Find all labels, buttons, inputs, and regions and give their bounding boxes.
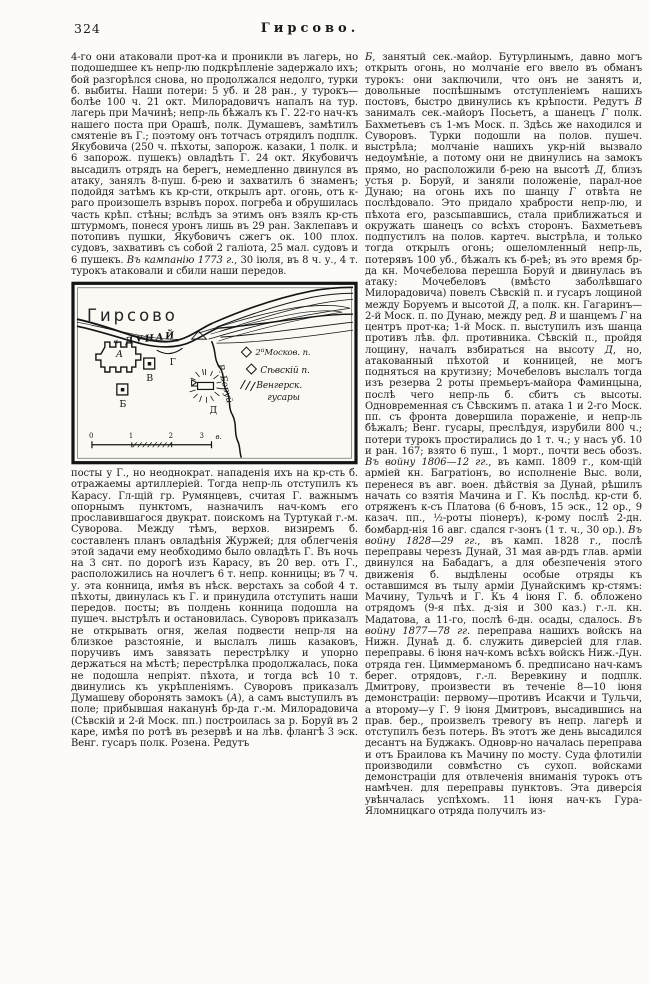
scale-unit-label: в. — [215, 432, 222, 441]
left-column — [71, 52, 358, 817]
unit-label-vengersk-1: Венгерск. — [256, 380, 302, 391]
text-columns — [71, 52, 642, 817]
right-column-text: Б, занятый сек.-майор. Бутурлинымъ, давно могъ открыть огонь, но молчаніе его ввело въ обманъ турокъ: они заключили, что онъ не занятъ и, довольные поспѣшнымъ отступленіемъ нашихъ постовъ, быстро двинулись къ крѣпости. Редутъ В занималъ сек.-майоръ Посьетъ, а шанецъ Г полк. Бахметьевъ съ 1-мъ Моск. п. Здѣсь же находился и Суворовъ. Турки подошли на полов. пушеч. выстрѣла; молчаніе нашихъ укр-ній вызвало недоумѣніе, а потому они не двинулись на замокъ прямо, но расположили б-рею на высотѣ Д, близъ устья р. Боруй, и заняли положеніе, парал-ное Дунаю; на огонь ихъ по шанцу Г отвѣта не послѣдовало. Это придало храбрости непр-лю, и пѣхота его, разсыпавшись, стала приближаться и окружать шанецъ со всѣхъ сторонъ. Бахметьевъ подпустилъ на полов. картеч. выстрѣла, и только тогда открылъ огонь; ошеломленный непр-ль, потерявъ 100 уб., бѣжалъ къ б-реѣ; въ это время бр-да кн. Мочебелова перешла Боруй и двинулась въ атаку: Мочебеловъ (вмѣсто заболѣвшаго Милорадовича) повелъ Сѣвскій п. и гусаръ лощиной между Боруемъ и высотой Д, а полк. кн. Гагаринъ—2-й Моск. п. по Дунаю, между ред. В и шанцемъ Г на центръ прот-ка; 1-й Моск. п. выступилъ изъ шанца противъ лѣв. фл. противника. Сѣвскій п., пройдя лощину, началъ взбираться на высоту Д, но, атакованный пѣхотой и конницей, не могъ подняться на крутизну; Мочебеловъ выслалъ тогда изъ резерва 2 роты премьеръ-майора Фаминцына, послѣ чего непр-ль б. сбитъ съ высоты. Одновременная съ Сѣвскимъ п. атака 1 и 2-го Моск. пп. съ фронта довершила пораженіе, и непр-ль бѣжалъ; Венг. гусары, преслѣдуя, изрубили 800 ч.; потери турокъ простирались до 1 т. ч.; у насъ уб. 10 и ран. 167; взято 6 пуш., 1 морт., почти весь обозъ. Въ войну 1806—12 гг., въ камп. 1809 г., ком-щій арміей кн. Багратіонъ, во исполненіе Выс. воли, перенеся въ авг. воен. дѣйствія за Дунай, рѣшилъ начать со взятія Мачина и Г. Къ послѣд. кр-сти б. отряженъ к-съ Платова (6 б-новъ, 15 эск., 12 ор., 9 казач. пп., ½-роты піонеръ), к-рому послѣ 2-дн. бомбард-нія 16 авг. сдался г-зонъ (1 т. ч., 30 ор.). Въ войну 1828—29 гг., въ камп. 1828 г., послѣ переправы черезъ Дунай, 31 мая ав-рдъ глав. арміи двинулся на Бабадагъ, а для обезпеченія этого движенія б. выдѣлены особые отряды къ оставшимся въ тылу арміи Дунайскимъ кр-стямъ: Мачину, Тульчѣ и Г. Къ 4 іюня Г. б. обложено отрядомъ (9-я пѣх. д-зія и 300 каз.) г.-л. кн. Мадатова, а 11-го, послѣ 6-дн. осады, сдалось. Въ войну 1877—78 гг. переправа нашихъ войскъ на Нижн. Дунаѣ д. б. служить диверсіей для глав. переправы. 6 іюня нач-комъ всѣхъ войскъ Ниж.-Дун. отряда ген. Циммерманомъ б. предписано нач-камъ берег. отрядовъ, г.-л. Веревкину и подплк. Дмитрову, произвести въ теченіе 8—10 іюня демонстраціи: первому—противъ Исакчи и Тульчи, а второму—у Г. 9 іюня Дмитровъ, высадившись на прав. бер., произвелъ тревогу въ непр. лагерѣ и отступилъ безъ потерь. Въ этотъ же день высадился десантъ на Буджакъ. Одновр-но началась переправа и отъ Браилова къ Мачину по мосту. Суда флотиліи производили совмѣстно съ сухоп. войсками демонстраціи для отвлеченія вниманія турокъ отъ намѣчен. для переправы пунктовъ. Эта диверсія увѣнчалась успѣхомъ. 11 іюня нач-къ Гура-Яломницкаго отряда получилъ из- — [365, 52, 643, 817]
unit-label-moskov: $2^йМосков$. п. — [255, 347, 311, 358]
scale-label-2: 2 — [168, 431, 174, 440]
scale-label-1: 1 — [128, 431, 134, 440]
fortress-a-label: А — [115, 349, 123, 361]
redoubt-v-label: В — [146, 372, 154, 384]
unit-label-vengersk-2: гусары — [267, 392, 300, 403]
girsovo-map — [71, 281, 358, 465]
left-column-text-upper: 4-го они атаковали прот-ка и проникли въ лагерь, но подошедшее къ непр-лю подкрѣпленіе задержало ихъ; бой разгорѣлся снова, но продолжался недолго, турки б. выбиты. Наши потери: 5 уб. и 28 ран., у турокъ—болѣе 100 ч. 21 окт. Милорадовичъ напалъ на тур. лагерь при Мачинѣ; непр-ль бѣжалъ къ Г. 22-го нач-къ нашего поста при Орашѣ, полк. Думашевъ, замѣтилъ смятеніе въ Г.; поэтому онъ тотчасъ отрядилъ подплк. Якубовича (250 ч. пѣхоты, запорож. казаки, 1 полк. и 6 запорож. пушекъ) овладѣть Г. 24 окт. Якубовичъ высадилъ отрядъ на берегъ, немедленно двинулся въ атаку, занялъ 8-пуш. б-рею и захватилъ 6 знаменъ; подойдя затѣмъ къ кр-сти, открылъ арт. огонь, отъ к-раго произошелъ взрывъ порох. погреба и обрушилась часть крѣп. стѣны; вслѣдъ за этимъ онъ взялъ кр-сть штурмомъ, понеся уронъ лишь въ 29 ран. Заклепавъ и потопивъ пушки, Якубовичъ сжегъ ок. 100 плох. судовъ, захвативъ съ собой 2 галіота, 25 мал. судовъ и 6 пушекъ. Въ кампанію 1773 г., 30 іюля, въ 8 ч. у., 4 т. турокъ атаковали и сбили наши передов. — [71, 52, 358, 277]
danube-label: ДУНАЙ — [124, 330, 177, 348]
scale-label-0: 0 — [88, 431, 94, 440]
flow-direction-arrows: « — [112, 337, 120, 348]
unit-label-sevsky: Сѣвскій п. — [260, 366, 310, 376]
map-title: Гирсово — [86, 306, 178, 326]
left-column-text-lower: посты у Г., но неоднократ. нападенія ихъ на кр-сть б. отражаемы артиллеріей. Тогда непр-ль отступилъ къ Карасу. Гл-щій гр. Румянцевъ, считая Г. важнымъ опорнымъ пунктомъ, назначилъ нач-комъ его прославившагося двукрат. поискомъ на Туртукай г.-м. Суворова. Между тѣмъ, верхов. визиремъ б. составленъ планъ овладѣнія Журжей; для облегченія этой задачи ему необходимо было овладѣть Г. Въ ночь на 3 снт. по дорогѣ изъ Карасу, въ 20 вер. отъ Г., расположились на ночлегъ 6 т. непр. конницы; въ 7 ч. у. эта конница, имѣя въ нѣск. верстахъ за собой 4 т. пѣхоты, двинулась къ Г. и принудила отступить наши передов. посты; въ полдень конница подошла на пушеч. выстрѣлъ и остановилась. Суворовъ приказалъ не открывать огня, желая подвести непр-ля на близкое разстояніе, и выслалъ лишь казаковъ, поручивъ имъ завязать перестрѣлку и упорно держаться на мѣстѣ; перестрѣлка продолжалась, пока не подошла непріят. пѣхота, и тогда всѣ 10 т. двинулись къ укрѣпленіямъ. Суворовъ приказалъ Думашеву оборонять замокъ (А), а самъ выступилъ въ поле; прибывшая наканунѣ бр-да г.-м. Милорадовича (Сѣвскій и 2-й Моск. пп.) построилась за р. Боруй въ 2 каре, имѣя по ротѣ въ резервѣ и на лѣв. флангѣ 3 эск. Венг. гусаръ полк. Розена. Редутъ — [71, 468, 358, 749]
redoubt-b-label: Б — [119, 398, 127, 410]
right-column — [365, 52, 642, 817]
battery-d-label: Д — [209, 404, 218, 416]
redoubt-v-core — [148, 362, 151, 365]
scale-label-3: 3 — [199, 431, 204, 440]
redoubt-b-core — [121, 388, 124, 391]
boruy-river-label: Р. Боруй — [214, 363, 234, 405]
page-title: Гирсово. — [260, 21, 360, 36]
page-number: 324 — [74, 21, 101, 36]
trench-g-label: Г — [169, 357, 176, 369]
